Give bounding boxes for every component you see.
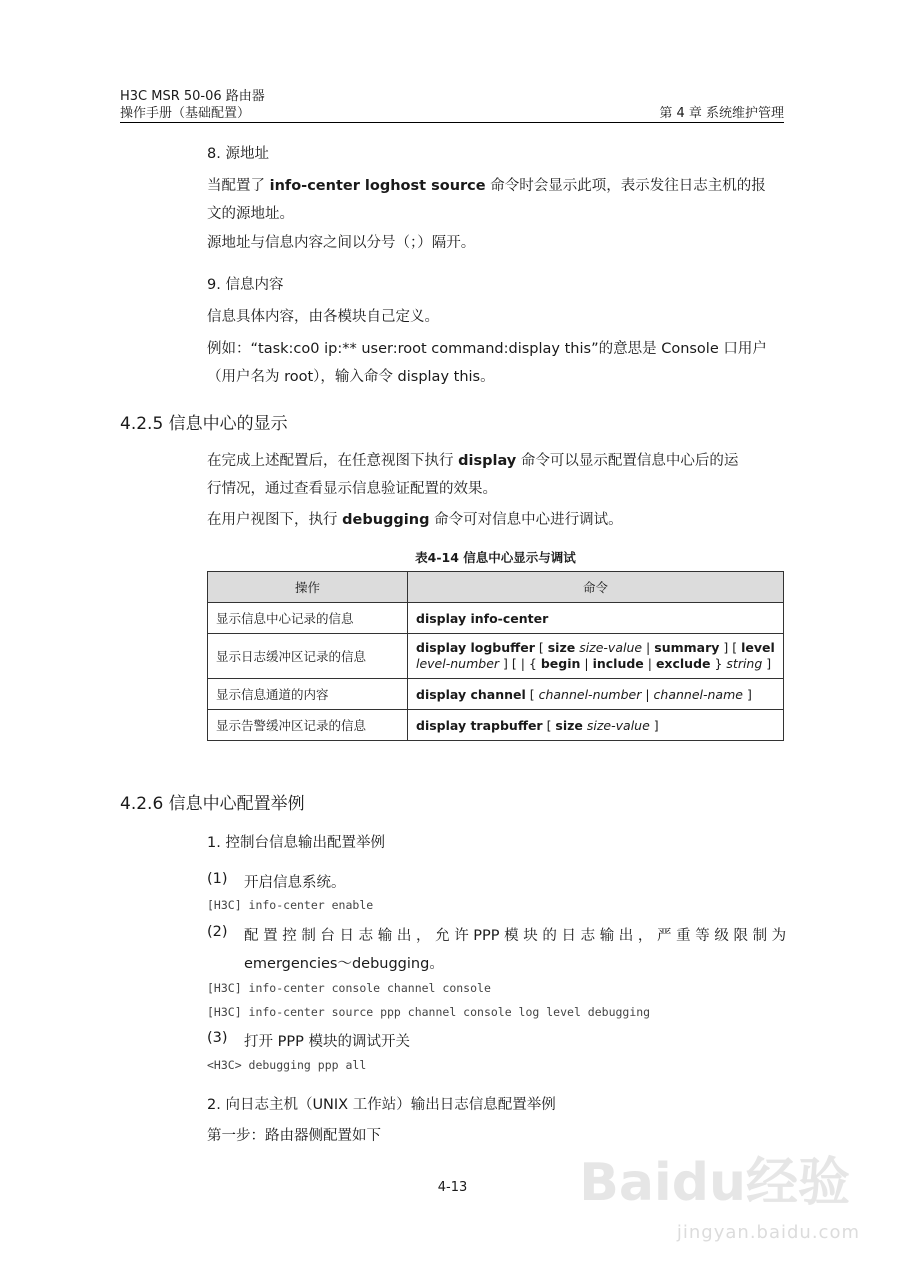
step-text-continued: emergencies～debugging。 bbox=[244, 956, 444, 972]
baidu-watermark-url: jingyan.baidu.com bbox=[676, 1222, 860, 1243]
heading-4-2-6: 4.2.6 信息中心配置举例 bbox=[120, 794, 305, 814]
page-number: 4-13 bbox=[437, 1180, 468, 1195]
operation-cell: 显示信息通道的内容 bbox=[208, 679, 408, 710]
header-divider bbox=[120, 122, 784, 123]
sec9-title: 9. 信息内容 bbox=[207, 277, 284, 293]
step-text: 打开 PPP 模块的调试开关 bbox=[244, 1034, 410, 1050]
display-commands-table bbox=[207, 571, 784, 741]
s426-sub-2: 2. 向日志主机（UNIX 工作站）输出日志信息配置举例 bbox=[207, 1097, 556, 1113]
sec8-paragraph-1: 当配置了 info-center loghost source 命令时会显示此项，表示发往日志主机的报 文的源地址。 bbox=[207, 178, 766, 222]
heading-4-2-5: 4.2.5 信息中心的显示 bbox=[120, 414, 288, 434]
command-cell: display info-center bbox=[408, 603, 784, 634]
code-line: <H3C> debugging ppp all bbox=[207, 1058, 367, 1072]
command-cell: display logbuffer [ size size-value | summary ] [ level level-number ] [ | { begin | include | exclude } string ] bbox=[408, 634, 784, 679]
table-row bbox=[208, 634, 784, 679]
code-line: [H3C] info-center source ppp channel console log level debugging bbox=[207, 1005, 651, 1019]
header-chapter: 第 4 章 系统维护管理 bbox=[659, 106, 784, 121]
command-cell: display trapbuffer [ size size-value ] bbox=[408, 710, 784, 741]
operation-cell: 显示信息中心记录的信息 bbox=[208, 603, 408, 634]
code-line: [H3C] info-center enable bbox=[207, 898, 374, 912]
sec9-paragraph-2: 例如：“task:co0 ip:** user:root command:display this”的意思是 Console 口用户 （用户名为 root），输入命令 display this。 bbox=[207, 341, 767, 385]
table-row bbox=[208, 603, 784, 634]
header-model: H3C MSR 50-06 路由器 bbox=[120, 89, 265, 104]
s425-paragraph-1: 在完成上述配置后，在任意视图下执行 display 命令可以显示配置信息中心后的运 行情况，通过查看显示信息验证配置的效果。 bbox=[207, 453, 739, 497]
step-number: (2) bbox=[207, 924, 228, 940]
table-caption: 表4-14 信息中心显示与调试 bbox=[415, 550, 576, 565]
s425-paragraph-2: 在用户视图下，执行 debugging 命令可对信息中心进行调试。 bbox=[207, 512, 623, 528]
s426-sub-1: 1. 控制台信息输出配置举例 bbox=[207, 835, 385, 851]
step-text: 配 置 控 制 台 日 志 输 出 ， 允 许 PPP 模 块 的 日 志 输 出 ， 严 重 等 级 限 制 为 bbox=[244, 928, 787, 944]
sec8-title: 8. 源地址 bbox=[207, 146, 269, 162]
operation-cell: 显示日志缓冲区记录的信息 bbox=[208, 634, 408, 679]
code-line: [H3C] info-center console channel console bbox=[207, 981, 491, 995]
table-row bbox=[208, 679, 784, 710]
command-cell: display channel [ channel-number | channel-name ] bbox=[408, 679, 784, 710]
header-operation: 操作 bbox=[208, 572, 408, 603]
sec9-paragraph-1: 信息具体内容，由各模块自己定义。 bbox=[207, 309, 439, 325]
baidu-watermark-logo: Baidu经验 bbox=[579, 1153, 850, 1213]
step-text: 开启信息系统。 bbox=[244, 875, 346, 891]
header-command: 命令 bbox=[408, 572, 784, 603]
header-manual: 操作手册（基础配置） bbox=[120, 106, 251, 121]
table-header-row bbox=[208, 572, 784, 603]
step-number: (1) bbox=[207, 871, 228, 887]
sec8-paragraph-2: 源地址与信息内容之间以分号（；）隔开。 bbox=[207, 235, 476, 251]
operation-cell: 显示告警缓冲区记录的信息 bbox=[208, 710, 408, 741]
step-number: (3) bbox=[207, 1030, 228, 1046]
table-row bbox=[208, 710, 784, 741]
s426-step-first: 第一步：路由器侧配置如下 bbox=[207, 1128, 381, 1144]
